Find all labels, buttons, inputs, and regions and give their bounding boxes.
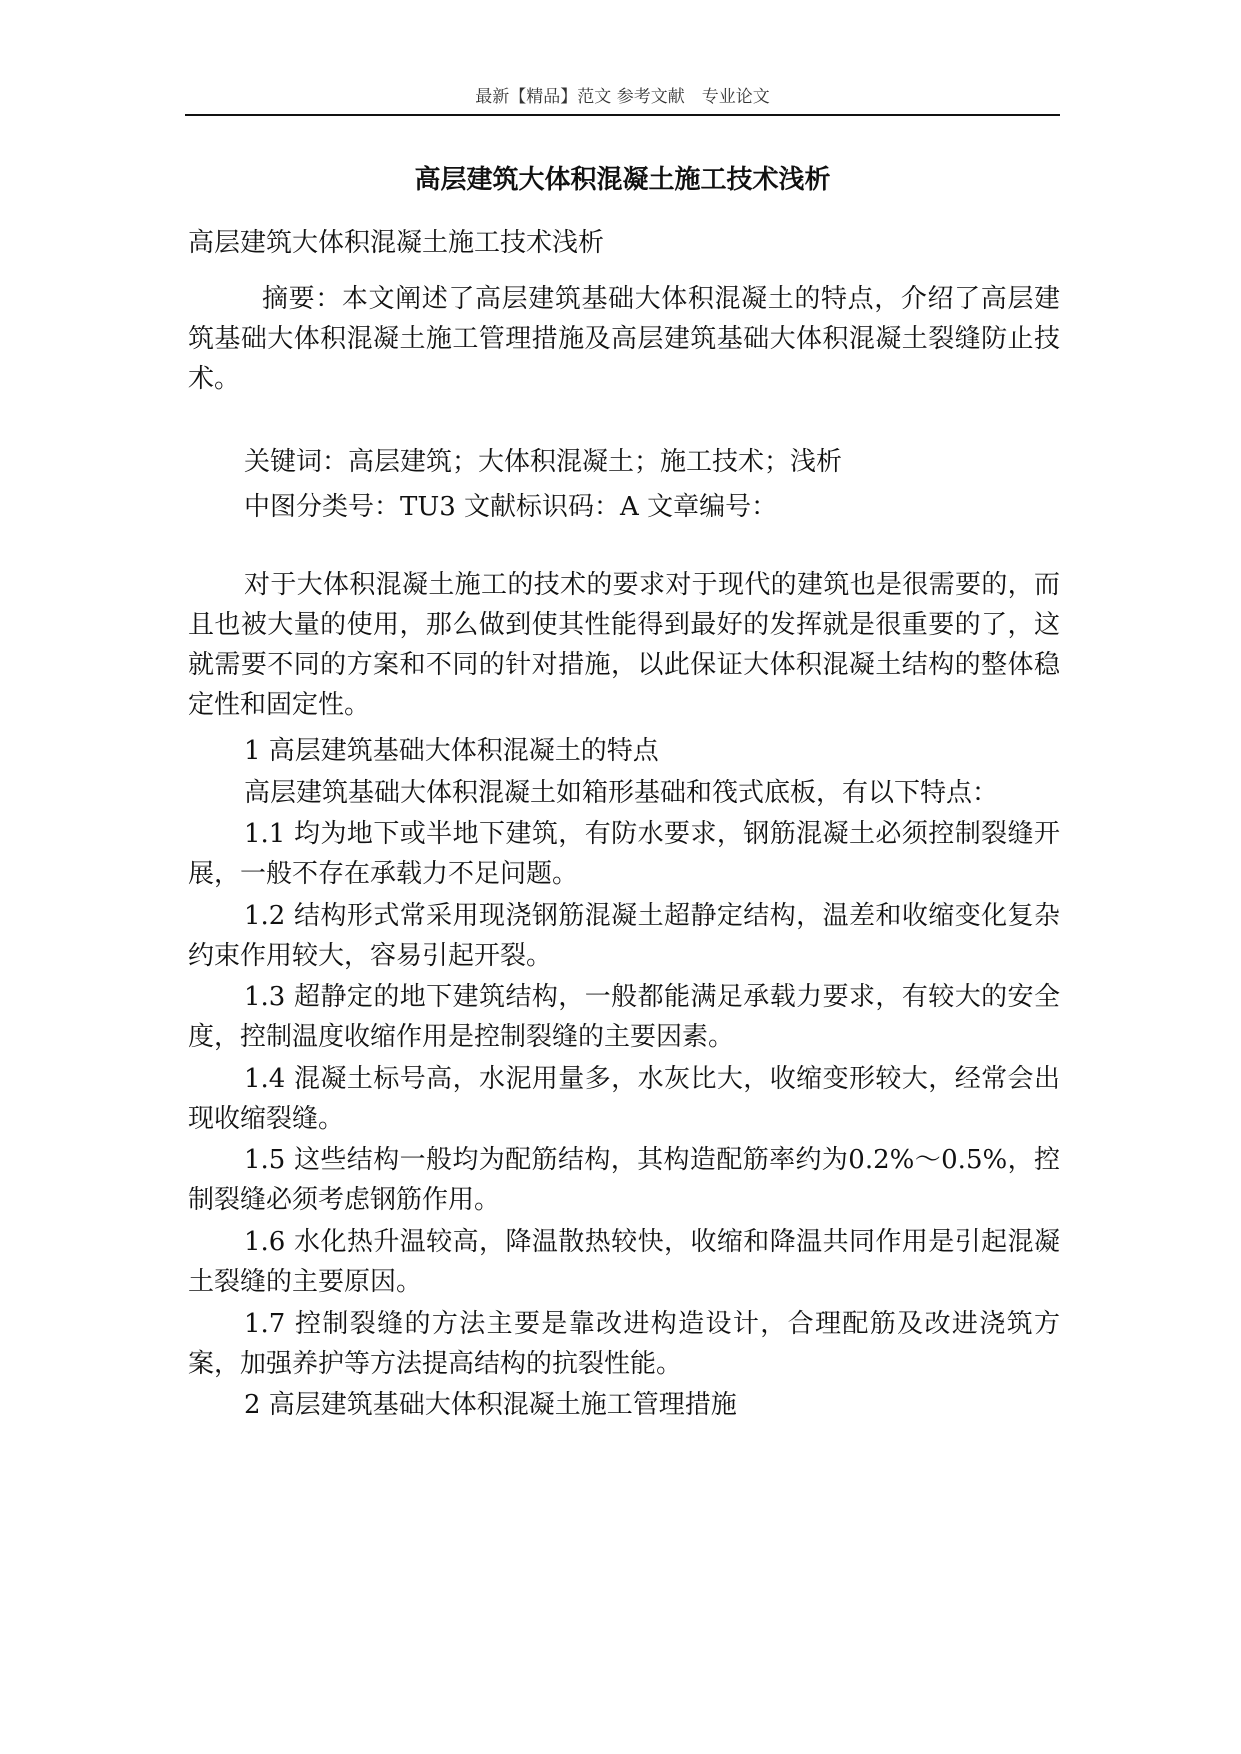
intro-paragraph: 对于大体积混凝土施工的技术的要求对于现代的建筑也是很需要的，而且也被大量的使用，那么做到使其性能得到最好的发挥就是很重要的了，这就需要不同的方案和不同的针对措施，以此保证大体积混凝土结构的整体稳定性和固定性。 bbox=[188, 570, 1060, 720]
list-item-1-7: 1.7 控制裂缝的方法主要是靠改进构造设计，合理配筋及改进浇筑方案，加强养护等方法提高结构的抗裂性能。 bbox=[188, 1309, 1060, 1379]
document-subtitle: 高层建筑大体积混凝土施工技术浅析 bbox=[188, 228, 605, 258]
section-2-heading: 2 高层建筑基础大体积混凝土施工管理措施 bbox=[244, 1390, 737, 1420]
list-item-1-1: 1.1 均为地下或半地下建筑，有防水要求，钢筋混凝土必须控制裂缝开展，一般不存在承载力不足问题。 bbox=[188, 819, 1060, 889]
section-1-lead: 高层建筑基础大体积混凝土如箱形基础和筏式底板，有以下特点： bbox=[244, 778, 999, 808]
list-item-1-6: 1.6 水化热升温较高，降温散热较快，收缩和降温共同作用是引起混凝土裂缝的主要原因。 bbox=[188, 1227, 1060, 1297]
page-header: 最新【精品】范文 参考文献 专业论文 bbox=[475, 87, 770, 107]
document-title: 高层建筑大体积混凝土施工技术浅析 bbox=[414, 165, 831, 195]
classification-line: 中图分类号：TU3 文献标识码：A 文章编号： bbox=[244, 492, 778, 522]
section-1-heading: 1 高层建筑基础大体积混凝土的特点 bbox=[244, 736, 659, 766]
keywords-line: 关键词：高层建筑；大体积混凝土；施工技术；浅析 bbox=[244, 447, 843, 477]
list-item-1-2: 1.2 结构形式常采用现浇钢筋混凝土超静定结构，温差和收缩变化复杂约束作用较大，容易引起开裂。 bbox=[188, 901, 1060, 971]
list-item-1-3: 1.3 超静定的地下建筑结构，一般都能满足承载力要求，有较大的安全度，控制温度收缩作用是控制裂缝的主要因素。 bbox=[188, 982, 1060, 1052]
list-item-1-5: 1.5 这些结构一般均为配筋结构，其构造配筋率约为0.2%～0.5%，控制裂缝必须考虑钢筋作用。 bbox=[188, 1145, 1060, 1215]
list-item-1-4: 1.4 混凝土标号高，水泥用量多，水灰比大，收缩变形较大，经常会出现收缩裂缝。 bbox=[188, 1064, 1060, 1134]
header-divider bbox=[185, 114, 1060, 116]
abstract-paragraph: 摘要：本文阐述了高层建筑基础大体积混凝土的特点，介绍了高层建筑基础大体积混凝土施工管理措施及高层建筑基础大体积混凝土裂缝防止技术。 bbox=[188, 284, 1060, 394]
